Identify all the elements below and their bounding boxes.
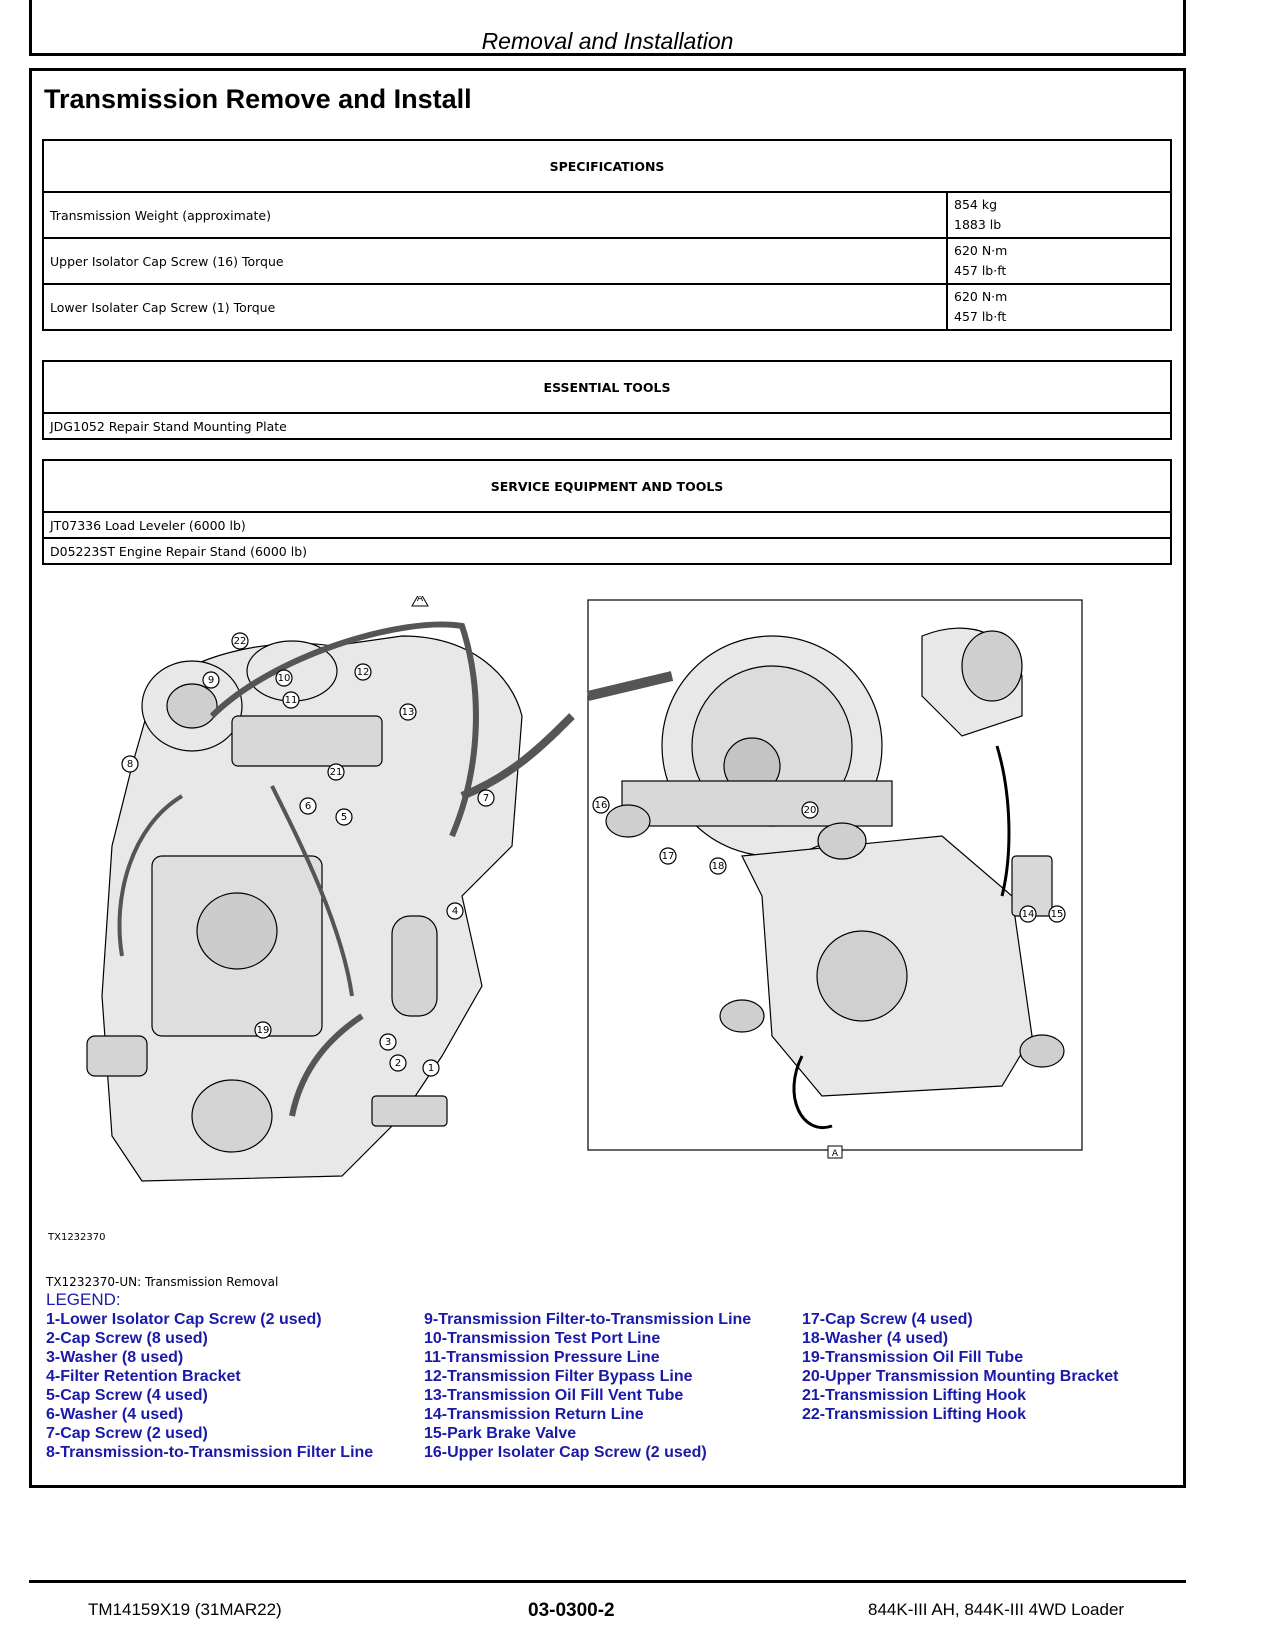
specifications-table bbox=[42, 139, 1172, 331]
legend-item: 3-Washer (8 used) bbox=[46, 1349, 184, 1366]
table-row bbox=[43, 538, 1171, 564]
legend-item: 4-Filter Retention Bracket bbox=[46, 1368, 241, 1385]
svg-text:13: 13 bbox=[401, 707, 415, 718]
callout-11 bbox=[283, 692, 299, 708]
table-row bbox=[43, 192, 1171, 238]
figure-id: TX1232370 bbox=[48, 1232, 106, 1243]
spec-value: 854 kg 1883 lb bbox=[947, 192, 1171, 238]
svg-text:20: 20 bbox=[803, 805, 817, 816]
callout-2 bbox=[390, 1055, 406, 1071]
table-row bbox=[43, 238, 1171, 284]
svg-text:6: 6 bbox=[304, 801, 312, 812]
svg-text:11: 11 bbox=[284, 695, 298, 706]
tool-item: D05223ST Engine Repair Stand (6000 lb) bbox=[43, 538, 1171, 564]
callout-20 bbox=[802, 802, 818, 818]
svg-text:19: 19 bbox=[256, 1025, 270, 1036]
page-title: Transmission Remove and Install bbox=[44, 84, 472, 114]
spec-value: 620 N·m 457 lb·ft bbox=[947, 284, 1171, 330]
legend-column-2 bbox=[424, 1310, 751, 1462]
legend-item: 14-Transmission Return Line bbox=[424, 1406, 644, 1423]
tool-item: JDG1052 Repair Stand Mounting Plate bbox=[43, 413, 1171, 439]
callout-15 bbox=[1049, 906, 1065, 922]
legend-item: 22-Transmission Lifting Hook bbox=[802, 1406, 1027, 1423]
svg-text:21: 21 bbox=[329, 767, 343, 778]
svg-text:A: A bbox=[831, 1149, 839, 1159]
essential-tools-heading: ESSENTIAL TOOLS bbox=[43, 361, 1171, 413]
svg-text:18: 18 bbox=[711, 861, 725, 872]
spec-label: Upper Isolator Cap Screw (16) Torque bbox=[43, 238, 947, 284]
svg-text:12: 12 bbox=[356, 667, 370, 678]
legend-item: 13-Transmission Oil Fill Vent Tube bbox=[424, 1387, 684, 1404]
callout-1 bbox=[423, 1060, 439, 1076]
legend-item: 20-Upper Transmission Mounting Bracket bbox=[802, 1368, 1119, 1385]
transmission-illustration bbox=[42, 596, 1182, 1206]
footer-page-number: 03-0300-2 bbox=[528, 1600, 615, 1621]
svg-text:15: 15 bbox=[1050, 909, 1064, 920]
callout-10 bbox=[276, 670, 292, 686]
svg-text:14: 14 bbox=[1021, 909, 1035, 920]
callout-8 bbox=[122, 756, 138, 772]
spec-label: Lower Isolater Cap Screw (1) Torque bbox=[43, 284, 947, 330]
service-tools-heading: SERVICE EQUIPMENT AND TOOLS bbox=[43, 460, 1171, 512]
figure-caption: TX1232370-UN: Transmission Removal bbox=[46, 1275, 279, 1289]
legend-item: 19-Transmission Oil Fill Tube bbox=[802, 1349, 1024, 1366]
legend-item: 17-Cap Screw (4 used) bbox=[802, 1311, 973, 1328]
legend-title: LEGEND: bbox=[46, 1290, 121, 1309]
legend-item: 6-Washer (4 used) bbox=[46, 1406, 184, 1423]
legend-item: 5-Cap Screw (4 used) bbox=[46, 1387, 208, 1404]
legend-item: 7-Cap Screw (2 used) bbox=[46, 1425, 208, 1442]
callout-21 bbox=[328, 764, 344, 780]
callout-14 bbox=[1020, 906, 1036, 922]
callout-22 bbox=[232, 633, 248, 649]
spec-value: 620 N·m 457 lb·ft bbox=[947, 238, 1171, 284]
legend-item: 1-Lower Isolator Cap Screw (2 used) bbox=[46, 1311, 322, 1328]
footer-manual-id: TM14159X19 (31MAR22) bbox=[88, 1600, 282, 1619]
svg-text:5: 5 bbox=[340, 812, 348, 823]
essential-tools-table bbox=[42, 360, 1172, 440]
footer-rule bbox=[29, 1580, 1186, 1583]
table-row bbox=[43, 512, 1171, 538]
callout-13 bbox=[400, 704, 416, 720]
svg-text:4: 4 bbox=[451, 906, 459, 917]
transmission-right-view bbox=[588, 600, 1082, 1150]
callout-5 bbox=[336, 809, 352, 825]
callout-17 bbox=[660, 848, 676, 864]
svg-text:3: 3 bbox=[384, 1037, 392, 1048]
legend-item: 16-Upper Isolater Cap Screw (2 used) bbox=[424, 1444, 707, 1461]
legend-item: 21-Transmission Lifting Hook bbox=[802, 1387, 1027, 1404]
legend-item: 10-Transmission Test Port Line bbox=[424, 1330, 661, 1347]
table-row bbox=[43, 413, 1171, 439]
svg-text:2: 2 bbox=[394, 1058, 402, 1069]
legend-item: 12-Transmission Filter Bypass Line bbox=[424, 1368, 693, 1385]
service-tools-table bbox=[42, 459, 1172, 565]
svg-text:16: 16 bbox=[594, 800, 608, 811]
legend-item: 8-Transmission-to-Transmission Filter Line bbox=[46, 1444, 374, 1461]
specifications-heading: SPECIFICATIONS bbox=[43, 140, 1171, 192]
section-header: Removal and Installation bbox=[481, 28, 734, 54]
legend-item: 2-Cap Screw (8 used) bbox=[46, 1330, 208, 1347]
callout-3 bbox=[380, 1034, 396, 1050]
footer-model: 844K-III AH, 844K-III 4WD Loader bbox=[868, 1600, 1125, 1619]
svg-text:9: 9 bbox=[207, 675, 215, 686]
spec-label: Transmission Weight (approximate) bbox=[43, 192, 947, 238]
svg-text:22: 22 bbox=[233, 636, 247, 647]
svg-text:8: 8 bbox=[126, 759, 134, 770]
legend-item: 9-Transmission Filter-to-Transmission Line bbox=[424, 1311, 752, 1328]
table-row bbox=[43, 284, 1171, 330]
callout-9 bbox=[203, 672, 219, 688]
svg-text:7: 7 bbox=[482, 793, 490, 804]
transmission-left-view bbox=[87, 624, 572, 1181]
callout-12 bbox=[355, 664, 371, 680]
svg-text:1: 1 bbox=[427, 1063, 435, 1074]
svg-text:A: A bbox=[416, 596, 424, 604]
legend-item: 18-Washer (4 used) bbox=[802, 1330, 949, 1347]
svg-text:17: 17 bbox=[661, 851, 675, 862]
callout-4 bbox=[447, 903, 463, 919]
legend-item: 15-Park Brake Valve bbox=[424, 1425, 577, 1442]
legend-column-3 bbox=[802, 1310, 1119, 1424]
legend-item: 11-Transmission Pressure Line bbox=[424, 1349, 660, 1366]
callout-18 bbox=[710, 858, 726, 874]
callout-6 bbox=[300, 798, 316, 814]
callout-19 bbox=[255, 1022, 271, 1038]
callout-16 bbox=[593, 797, 609, 813]
legend-column-1 bbox=[46, 1310, 373, 1462]
tool-item: JT07336 Load Leveler (6000 lb) bbox=[43, 512, 1171, 538]
svg-text:10: 10 bbox=[277, 673, 291, 684]
callout-7 bbox=[478, 790, 494, 806]
